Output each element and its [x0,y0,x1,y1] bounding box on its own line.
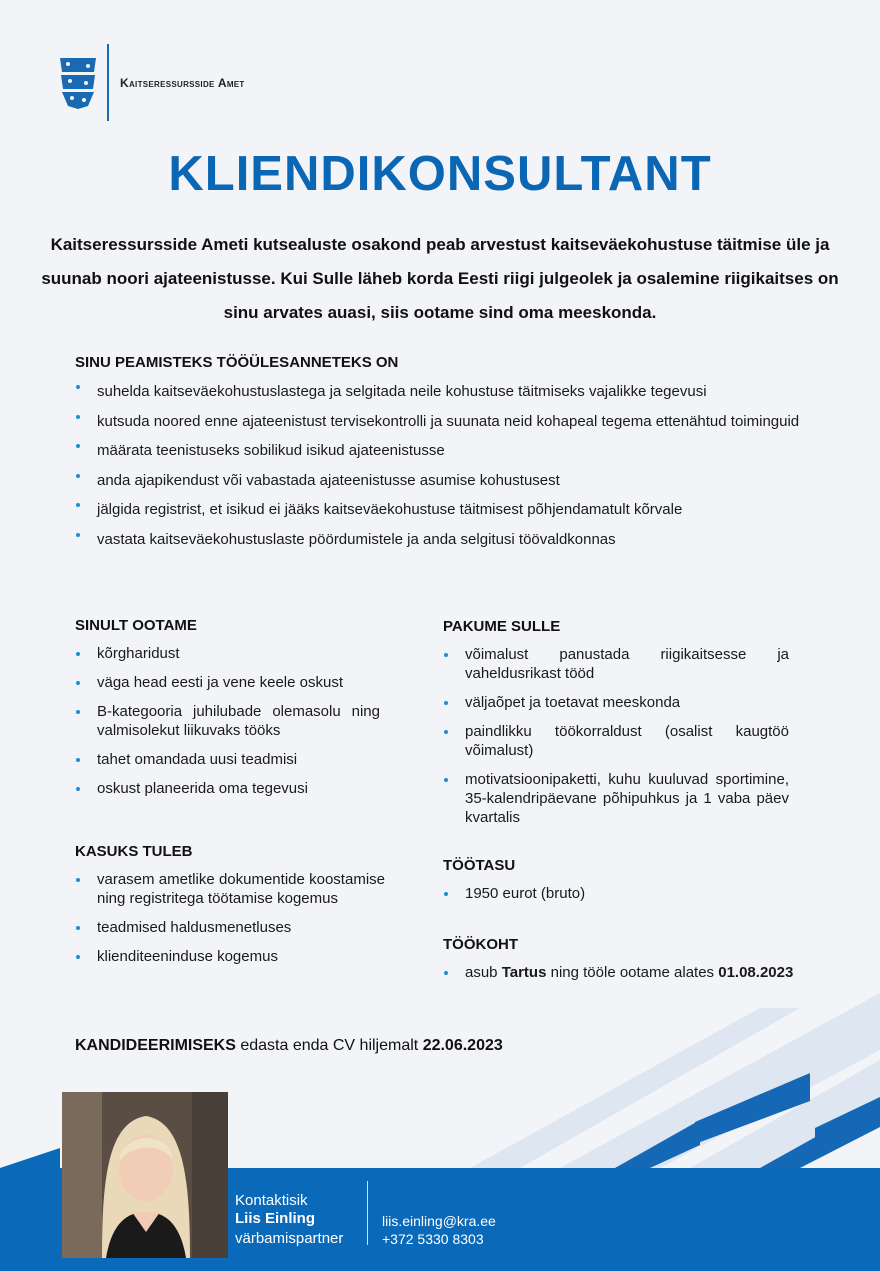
list-item: oskust planeerida oma tegevusi [75,779,380,798]
expect-heading: SINULT OOTAME [75,617,197,634]
list-item: motivatsioonipaketti, kuhu kuuluvad sportimine, 35-kalendripäevane põhipuhkus ja 1 vaba päev kvartalis [443,770,789,827]
list-item: väga head eesti ja vene keele oskust [75,673,380,692]
workplace-start-date: 01.08.2023 [718,964,794,981]
workplace-list [443,963,843,982]
list-item: kutsuda noored enne ajateenistust tervisekontrolli ja suunata neid kohapeal tegema ettenähtud toiminguid [75,407,805,437]
organization-name: Kaitseressursside Amet [120,76,245,90]
list-item: tahet omandada uusi teadmisi [75,750,380,769]
workplace-prefix: asub [465,964,502,981]
application-lead: KANDIDEERIMISEKS [75,1037,236,1054]
application-line [75,1037,503,1055]
workplace-middle: ning tööle ootame alates [546,964,719,981]
bonus-list [75,870,385,966]
list-item: määrata teenistuseks sobilikud isikud ajateenistusse [75,436,805,466]
bonus-section [75,843,385,976]
list-item: suhelda kaitseväekohustuslastega ja selgitada neile kohustuse täitmiseks vajalikke tegevusi [75,377,805,407]
contact-role: värbamispartner [235,1230,344,1247]
list-item: teadmised haldusmenetluses [75,918,385,937]
contact-email[interactable]: liis.einling@kra.ee [382,1213,496,1229]
coat-of-arms-icon [58,56,98,110]
list-item: väljaõpet ja toetavat meeskonda [443,693,789,712]
salary-heading: TÖÖTASU [443,857,516,874]
duties-section [75,354,805,554]
salary-list [443,884,789,903]
salary-section [443,857,789,913]
list-item [443,963,843,982]
offer-list [443,645,789,827]
workplace-city: Tartus [501,964,547,981]
list-item: võimalust panustada riigikaitsesse ja vaheldusrikast tööd [443,645,789,683]
contact-photo [62,1092,228,1258]
application-middle: edasta enda CV hiljemalt [235,1037,423,1054]
list-item: 1950 eurot (bruto) [443,884,789,903]
workplace-heading: TÖÖKOHT [443,936,518,953]
contact-portrait-illustration [62,1092,228,1258]
list-item: paindlikku töökorraldust (osalist kaugtöö võimalust) [443,722,789,760]
list-item: anda ajapikendust või vabastada ajateenistusse asumise kohustusest [75,466,805,496]
expect-section [75,617,380,808]
duties-list [75,377,805,554]
offer-heading: PAKUME SULLE [443,618,561,635]
contact-name: Liis Einling [235,1210,316,1227]
list-item: klienditeeninduse kogemus [75,947,385,966]
job-title: KLIENDIKONSULTANT [168,147,712,201]
expect-list [75,644,380,798]
header-divider [107,44,109,121]
duties-heading: SINU PEAMISTEKS TÖÖÜLESANNETEKS ON [75,354,399,371]
list-item: kõrgharidust [75,644,380,663]
bonus-heading: KASUKS TULEB [75,843,193,860]
contact-phone[interactable]: +372 5330 8303 [382,1231,484,1247]
intro-paragraph: Kaitseressursside Ameti kutsealuste osakond peab arvestust kaitseväekohustuse täitmise üle ja suunab noori ajateenistusse. Kui Sulle läheb korda Eesti riigi julgeolek ja osalemine riigikaitses on sinu arvates auasi, siis ootame sind oma meeskonda. [41,235,839,322]
list-item: jälgida registrist, et isikud ei jääks kaitseväekohustuse täitmisest põhjendamatult kõrvale [75,495,805,525]
offer-section [443,618,789,837]
list-item: varasem ametlike dokumentide koostamise ning registritega töötamise kogemus [75,870,385,908]
workplace-section [443,936,843,992]
contact-divider [367,1181,368,1245]
list-item: vastata kaitseväekohustuslaste pöördumistele ja anda selgitusi töövaldkonnas [75,525,805,555]
application-deadline: 22.06.2023 [422,1037,503,1054]
contact-label: Kontaktisik [235,1192,308,1209]
list-item: B-kategooria juhilubade olemasolu ning valmisolekut liikuvaks tööks [75,702,380,740]
